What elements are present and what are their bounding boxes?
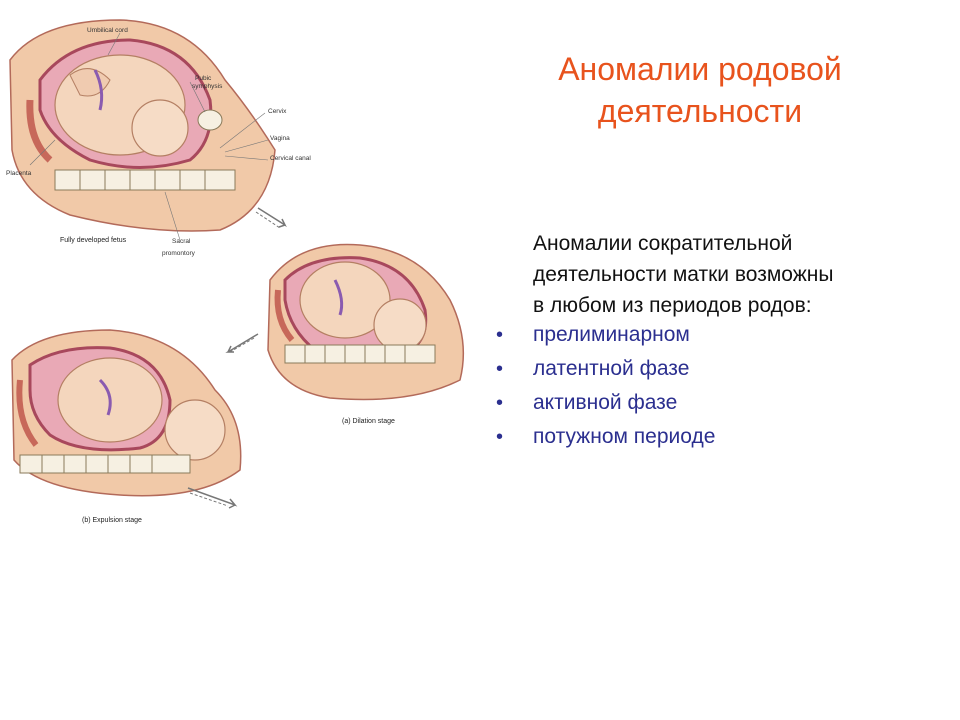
dilation-stage-panel [268,244,463,425]
labor-stages-illustration [0,0,500,560]
label-vagina: Vagina [270,135,290,142]
fully-developed-fetus-panel [6,20,311,257]
caption-dilation-stage: (a) Dilation stage [342,418,395,425]
bullet-dot-icon: • [496,426,504,448]
intro-line1: Аномалии сократительной [533,232,793,255]
label-symphysis: symphysis [192,83,223,90]
label-placenta: Placenta [6,170,32,177]
label-cervix: Cervix [268,108,287,115]
caption-fully-developed-fetus: Fully developed fetus [60,237,127,244]
bullet-dot-icon: • [496,392,504,414]
bullet-item: • прелиминарном [496,320,715,354]
intro-line2: деятельности матки возможны [533,263,834,286]
bullet-item: • активной фазе [496,388,715,422]
arrow-to-dilation-icon [256,208,285,228]
intro-text [533,228,953,321]
dilation-fetus-head-icon [374,299,426,351]
spine-icon [55,170,235,190]
label-sacral: Sacral [172,238,191,245]
arrow-out-icon [188,488,235,508]
bullet-dot-icon: • [496,358,504,380]
bullet-item: • потужном периоде [496,422,715,456]
label-cervical-canal: Cervical canal [270,155,311,162]
slide-title-line2: деятельности [597,93,803,129]
fetus-head-icon [132,100,188,156]
label-umbilical-cord: Umbilical cord [87,27,128,34]
caption-expulsion-stage: (b) Expulsion stage [82,517,142,524]
bullet-dot-icon: • [496,324,504,346]
intro-line3: в любом из периодов родов: [533,294,812,317]
bullet-list [496,320,715,456]
slide-title-line1: Аномалии родовой [558,51,842,87]
bullet-item: • латентной фазе [496,354,715,388]
slide-title [500,48,900,132]
label-promontory: promontory [162,250,195,257]
label-pubic: Pubic [195,75,212,82]
arrow-to-expulsion-icon [228,334,258,352]
expulsion-fetus-head-icon [165,400,225,460]
